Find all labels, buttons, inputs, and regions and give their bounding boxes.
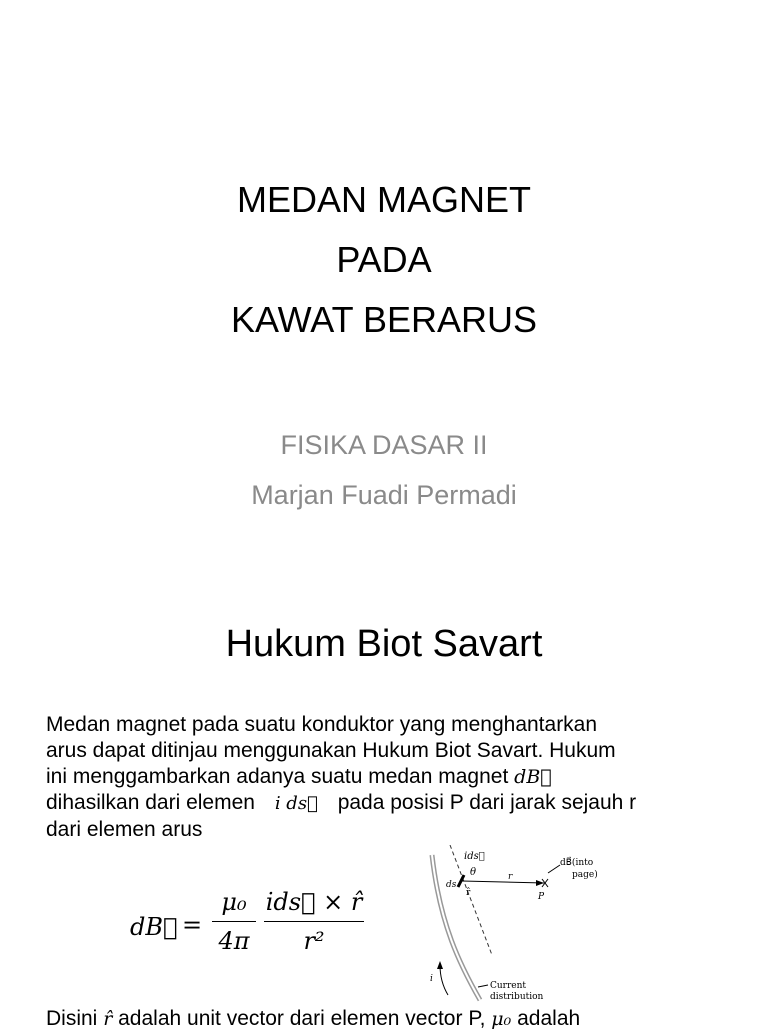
formula-fraction-constant [212,885,256,958]
formula-lhs: dB⃗ [130,913,178,941]
rhat-label: r̂ [466,888,471,898]
biot-savart-formula [130,885,380,975]
frac1-bar [212,921,256,922]
i-label: i [430,974,433,984]
title-line-1: MEDAN MAGNET [236,179,531,220]
para-line-4: dihasilkan dari elemen i ds⃗ pada posisi P dari jarak sejauh r [46,791,637,814]
frac2-denominator: r² [303,927,325,955]
current-pointer [478,985,488,987]
current-arrowhead [437,961,443,969]
para-line-2: arus dapat ditinjau menggunakan Hukum Biot Savart. Hukum [46,739,616,762]
slide-title [0,170,768,350]
explanation-paragraph [46,712,746,843]
symbol-ids: i ds⃗ [274,793,318,814]
para-line-1: Medan magnet pada suatu konduktor yang menghantarkan [46,713,598,736]
ds-label: ds [446,880,457,890]
symbol-rhat: r̂ [103,1008,113,1030]
title-line-3: KAWAT BERARUS [230,299,538,340]
frac1-denominator: 4π [218,927,250,955]
frac2-numerator: ids⃗ × r̂ [265,888,363,916]
biot-savart-slide [0,575,768,1030]
p-label: P [538,892,545,902]
course-name: FISIKA DASAR II [280,430,488,460]
frac2-bar [264,921,364,922]
db-label-line1: dB⃗(into [560,858,594,868]
db-label-line2: page) [572,870,598,880]
slide-title: Hukum Biot Savart [225,623,543,665]
current-label-line2: distribution [490,992,544,1002]
theta-label: θ [470,867,477,878]
biot-savart-diagram [420,845,620,1005]
slide-subtitle [0,420,768,520]
r-arrowhead [536,880,544,886]
author-name: Marjan Fuadi Permadi [251,480,517,510]
para-line-5: dari elemen arus [46,818,203,841]
symbol-dB: dB⃗ [514,766,552,788]
ids-label: ids⃗ [464,851,485,862]
symbol-mu0: μ₀ [491,1008,512,1030]
formula-equals: = [182,911,203,939]
r-label: r [508,872,513,882]
r-vector [462,881,544,883]
current-arrow [440,965,448,995]
current-label-line1: Current [490,981,527,991]
formula-fraction-vector [264,885,364,958]
db-pointer [548,865,560,873]
frac1-numerator: μ₀ [221,888,247,916]
title-line-2: PADA [336,239,432,280]
para-line-3: ini menggambarkan adanya suatu medan magnet dB⃗ [46,765,552,788]
bottom-text-line: Disini r̂ adalah unit vector dari elemen vector P, μ₀ adalah [46,1007,581,1030]
